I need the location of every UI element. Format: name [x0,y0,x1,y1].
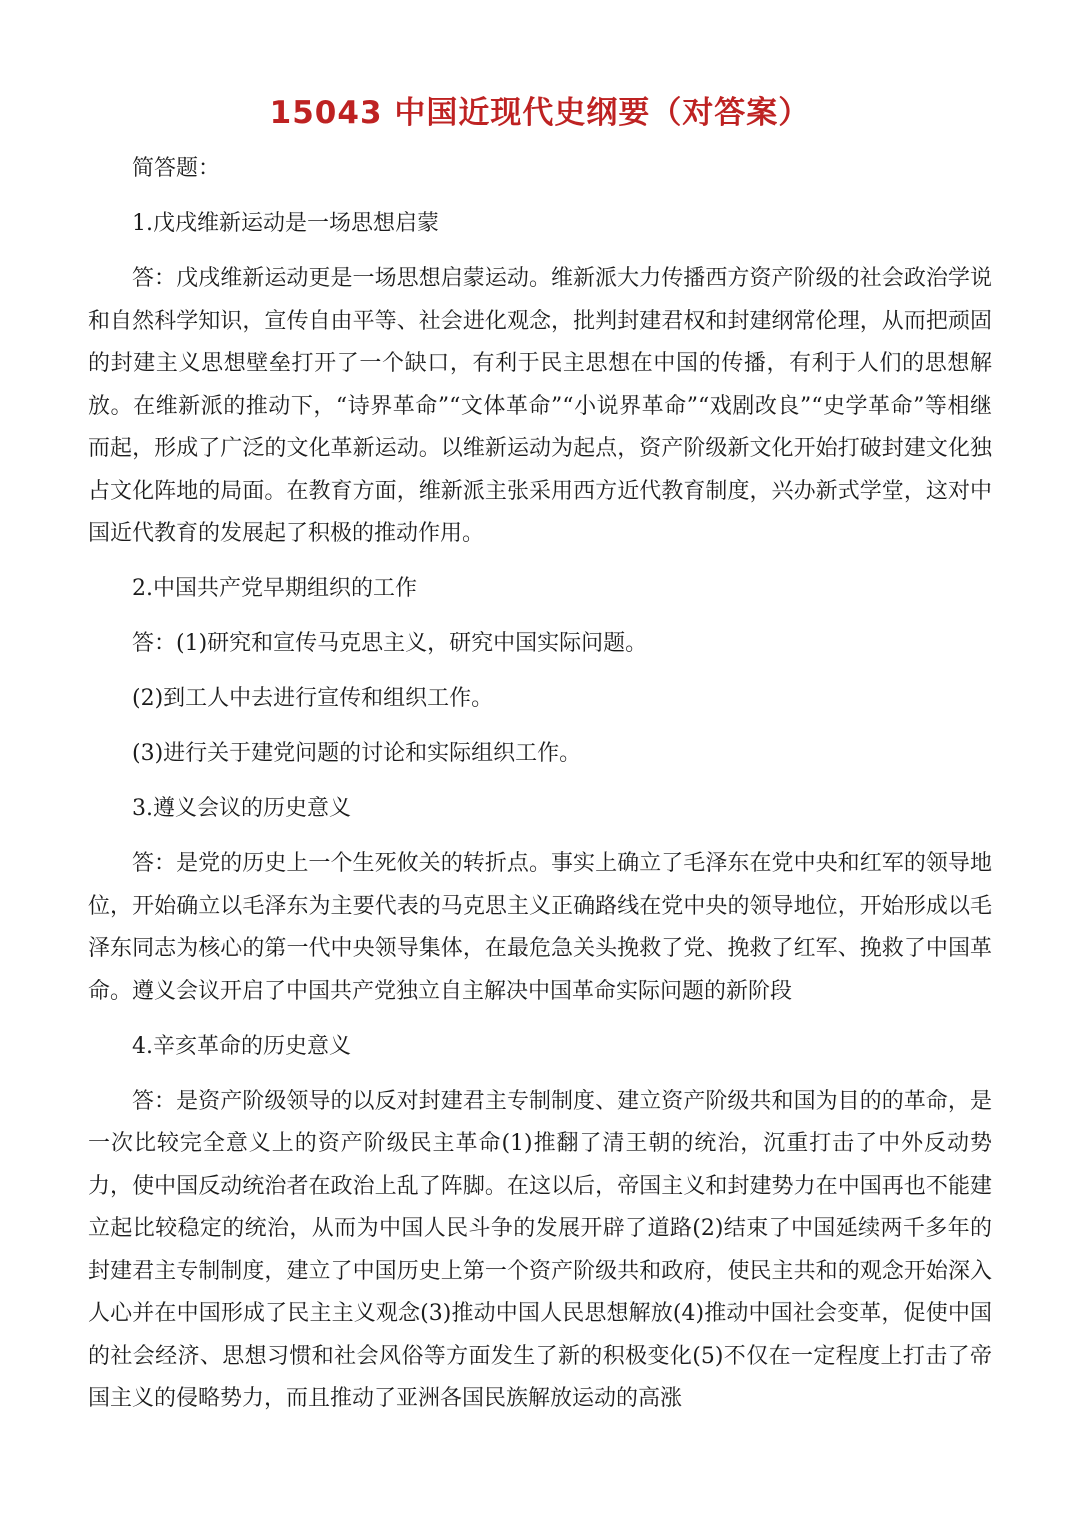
document-title: 15043 中国近现代史纲要（对答案） [269,95,811,131]
question-4-answer-paragraph: 答：是资产阶级领导的以反对封建君主专制制度、建立资产阶级共和国为目的的革命，是一次比较完全意义上的资产阶级民主革命(1)推翻了清王朝的统治，沉重打击了中外反动势力，使中国反动统治者在政治上乱了阵脚。在这以后，帝国主义和封建势力在中国再也不能建立起比较稳定的统治，从而为中国人民斗争的发展开辟了道路(2)结束了中国延续两千多年的封建君主专制制度，建立了中国历史上第一个资产阶级共和政府，使民主共和的观念开始深入人心并在中国形成了民主主义观念(3)推动中国人民思想解放(4)推动中国社会变革，促使中国的社会经济、思想习惯和社会风俗等方面发生了新的积极变化(5)不仅在一定程度上打击了帝国主义的侵略势力，而且推动了亚洲各国民族解放运动的高涨 [88,1088,992,1411]
question-4-heading: 4.辛亥革命的历史意义 [132,1033,351,1059]
question-3-heading: 3.遵义会议的历史意义 [132,796,351,821]
question-2-heading: 2.中国共产党早期组织的工作 [132,576,417,601]
question-1-answer-paragraph: 答：戊戌维新运动更是一场思想启蒙运动。维新派大力传播西方资产阶级的社会政治学说和自然科学知识，宣传自由平等、社会进化观念，批判封建君权和封建纲常伦理，从而把顽固的封建主义思想壁垒打开了一个缺口，有利于民主思想在中国的传播，有利于人们的思想解放。在维新派的推动下，“诗界革命”“文体革命”“小说界革命”“戏剧改良”“史学革命”等相继而起，形成了广泛的文化革新运动。以维新运动为起点，资产阶级新文化开始打破封建文化独占文化阵地的局面。在教育方面，维新派主张采用西方近代教育制度，兴办新式学堂，这对中国近代教育的发展起了积极的推动作用。 [88,266,992,546]
section-label: 简答题： [132,156,221,181]
question-2-answer-paragraph-3: (3)进行关于建党问题的讨论和实际组织工作。 [132,741,582,766]
question-2-answer-paragraph-2: (2)到工人中去进行宣传和组织工作。 [132,686,494,711]
question-2-answer-paragraph-1: 答：(1)研究和宣传马克思主义，研究中国实际问题。 [132,631,648,656]
question-3-answer-paragraph: 答：是党的历史上一个生死攸关的转折点。事实上确立了毛泽东在党中央和红军的领导地位，开始确立以毛泽东为主要代表的马克思主义正确路线在党中央的领导地位，开始形成以毛泽东同志为核心的第一代中央领导集体，在最危急关头挽救了党、挽救了红军、挽救了中国革命。遵义会议开启了中国共产党独立自主解决中国革命实际问题的新阶段 [88,851,992,1004]
question-1-heading: 1.戊戌维新运动是一场思想启蒙 [132,211,439,236]
